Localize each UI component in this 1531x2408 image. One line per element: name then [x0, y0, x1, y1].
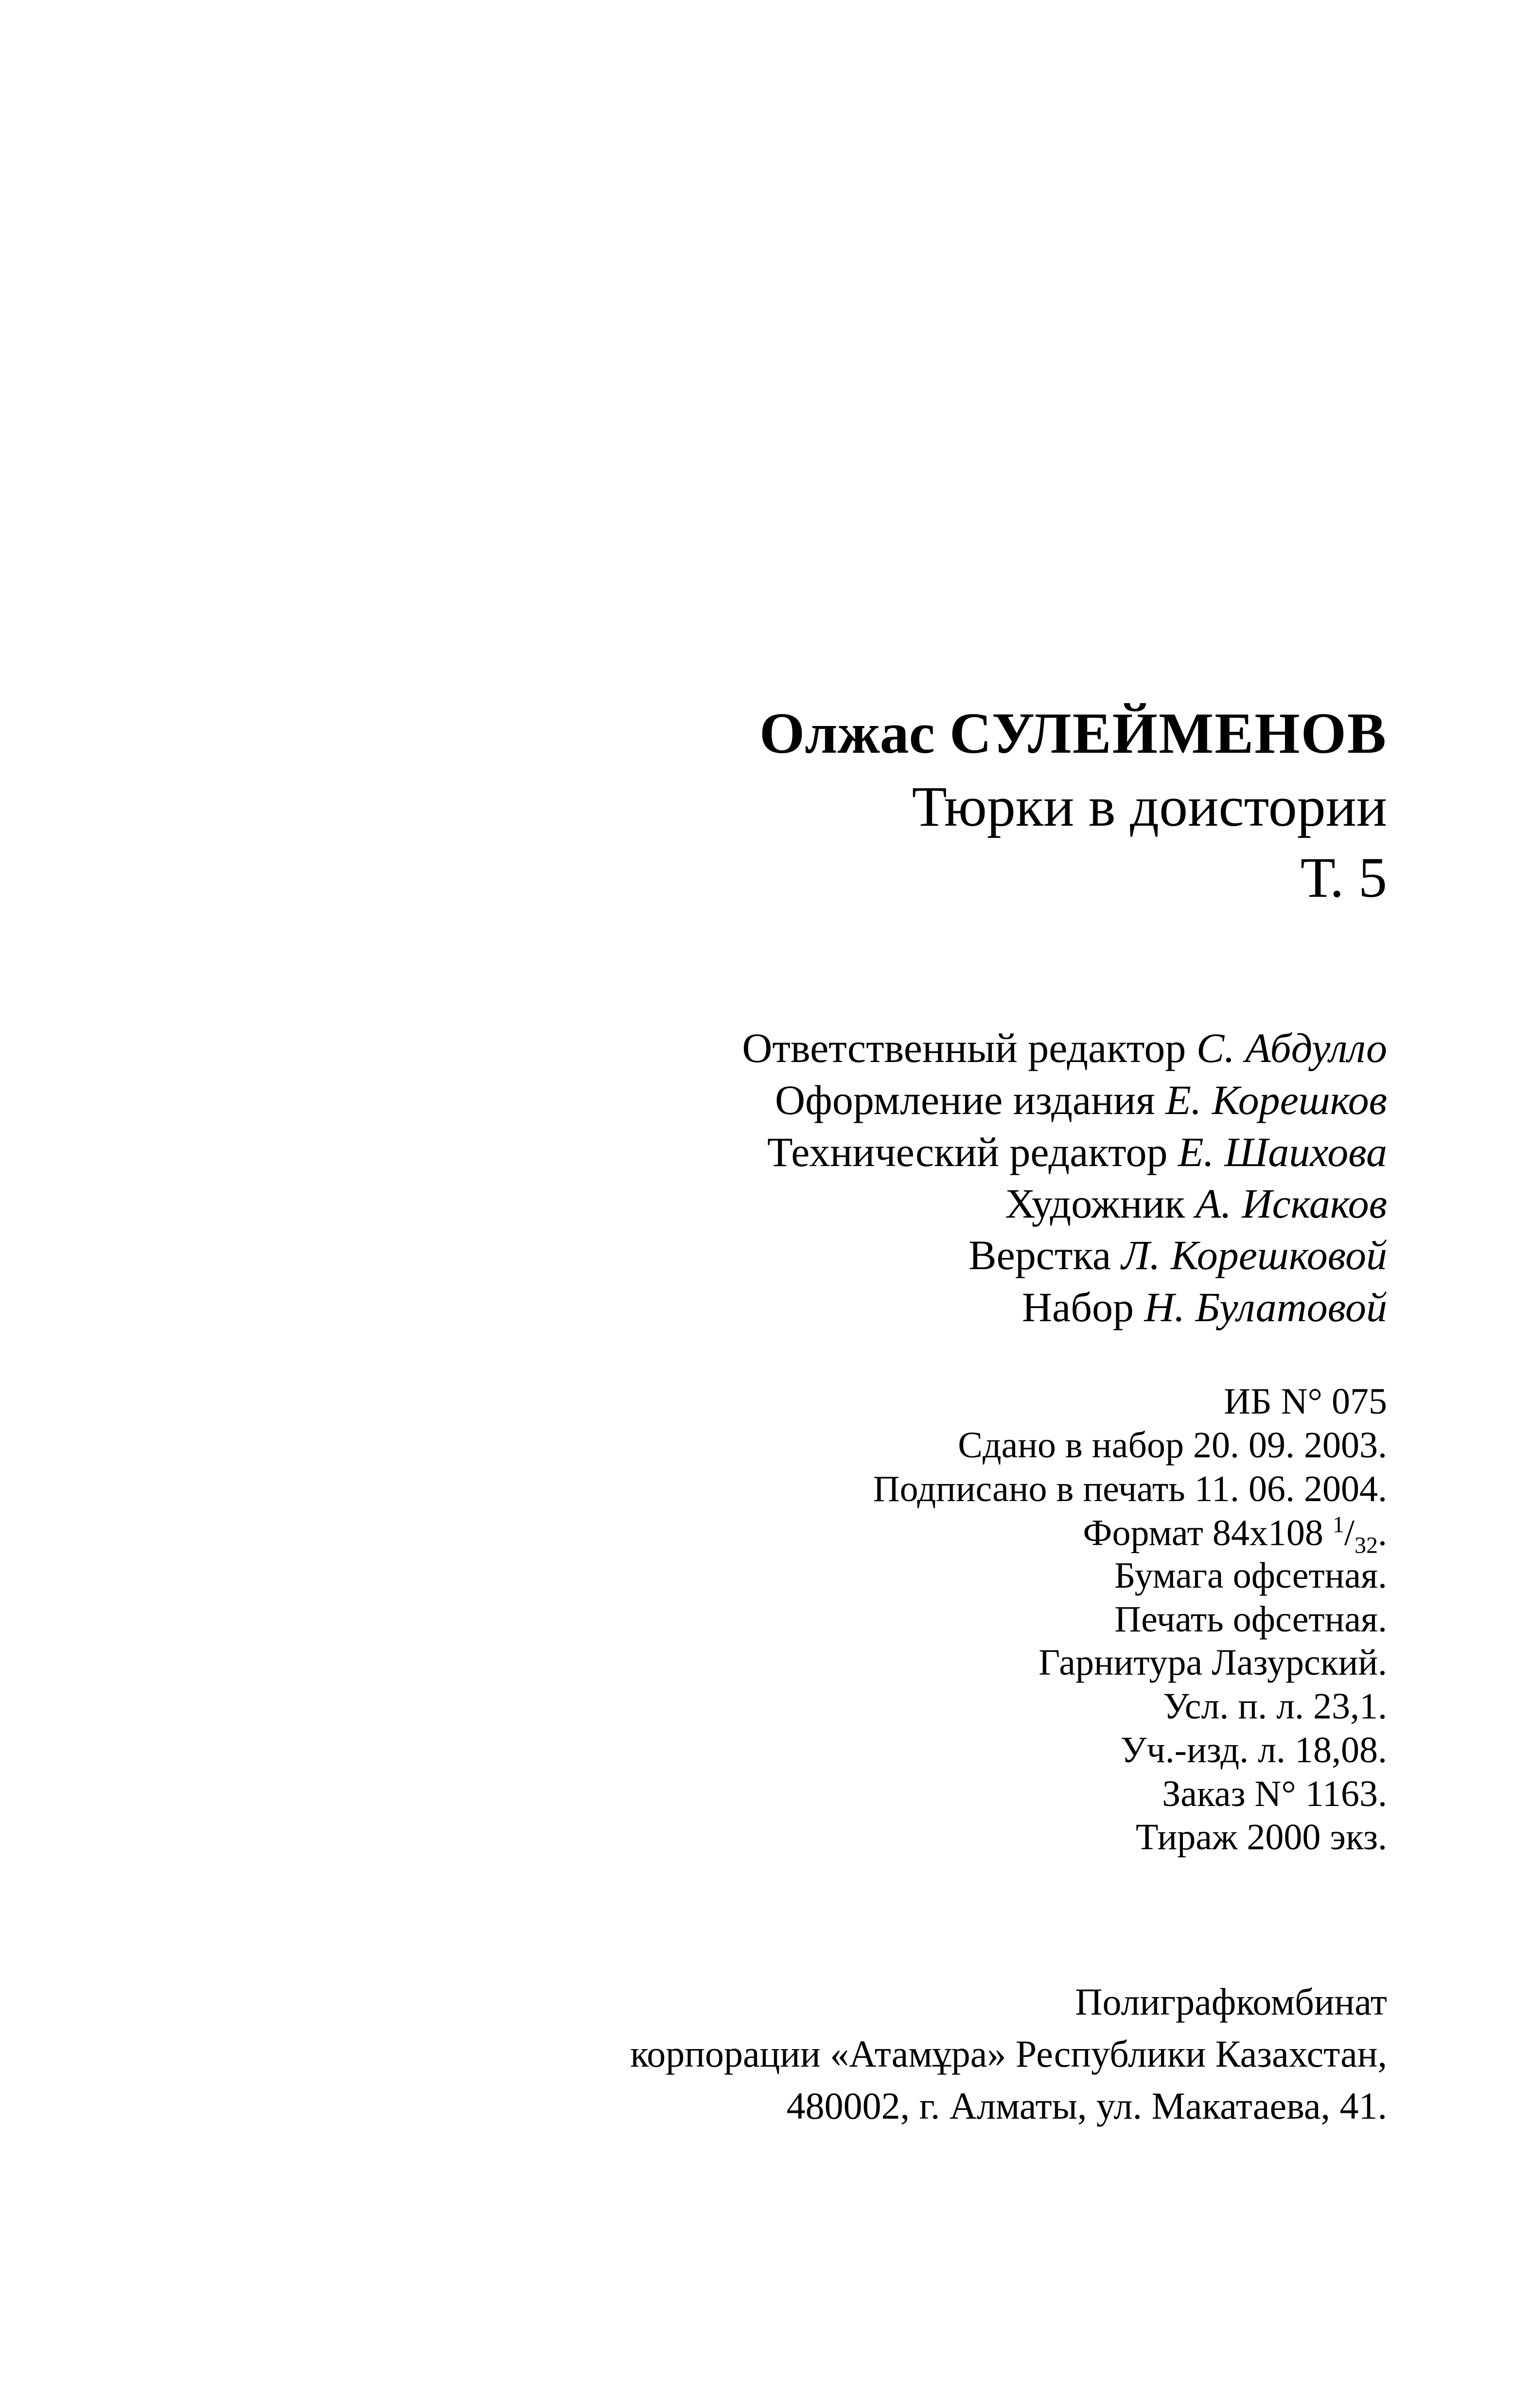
imprint-format: Формат 84х108 $^1/_{32}$. — [1083, 1512, 1387, 1558]
credit-role: Технический редактор — [767, 1129, 1168, 1175]
printer-address: 480002, г. Алматы, ул. Макатаева, 41. — [786, 2085, 1387, 2127]
credit-person: Е. Корешков — [1165, 1077, 1387, 1123]
imprint-typeface: Гарнитура Лазурский. — [1038, 1642, 1387, 1683]
imprint-printing: Печать офсетная. — [1114, 1599, 1387, 1640]
imprint-ib-number: ИБ N° 075 — [1224, 1381, 1387, 1422]
printer-corporation: корпорации «Атамұра» Республики Казахстан, — [630, 2033, 1387, 2075]
author-surname: СУЛЕЙМЕНОВ — [949, 701, 1387, 765]
format-denominator: 32 — [1355, 1532, 1378, 1558]
credit-line — [1005, 1180, 1387, 1227]
credit-line — [742, 1027, 1387, 1069]
imprint-print-run: Тираж 2000 экз. — [1135, 1817, 1387, 1858]
imprint-paper: Бумага офсетная. — [1114, 1555, 1387, 1596]
credit-line — [775, 1079, 1387, 1121]
credit-person: Л. Корешковой — [1121, 1232, 1387, 1278]
imprint-conventional-sheets: Усл. п. л. 23,1. — [1163, 1686, 1387, 1727]
imprint-publisher-sheets: Уч.-изд. л. 18,08. — [1120, 1730, 1387, 1771]
credit-role: Верстка — [968, 1232, 1111, 1278]
credit-role: Оформление издания — [775, 1077, 1155, 1123]
credit-role: Ответственный редактор — [742, 1025, 1186, 1071]
format-numerator: 1 — [1332, 1512, 1344, 1538]
imprint-submitted-date: Сдано в набор 20. 09. 2003. — [958, 1425, 1387, 1466]
credit-person: Н. Булатовой — [1144, 1284, 1387, 1330]
credit-person: Е. Шаихова — [1178, 1129, 1387, 1175]
credit-line — [968, 1234, 1387, 1276]
imprint-order-number: Заказ N° 1163. — [1162, 1773, 1387, 1814]
credit-person: С. Абдулло — [1196, 1025, 1387, 1071]
credit-line — [1022, 1286, 1387, 1328]
format-label: Формат 84х108 — [1083, 1512, 1323, 1554]
printer-name: Полиграфкомбинат — [1075, 1981, 1387, 2023]
author-name — [759, 701, 1387, 765]
book-title: Тюрки в доистории — [912, 775, 1387, 838]
credit-line — [767, 1131, 1387, 1173]
credit-role: Художник — [1005, 1180, 1185, 1227]
credit-role: Набор — [1021, 1284, 1134, 1330]
volume-number: Т. 5 — [1300, 846, 1387, 909]
credit-person: А. Искаков — [1195, 1180, 1387, 1227]
imprint-signed-date: Подписано в печать 11. 06. 2004. — [873, 1469, 1387, 1509]
author-first-name: Олжас — [759, 701, 935, 765]
